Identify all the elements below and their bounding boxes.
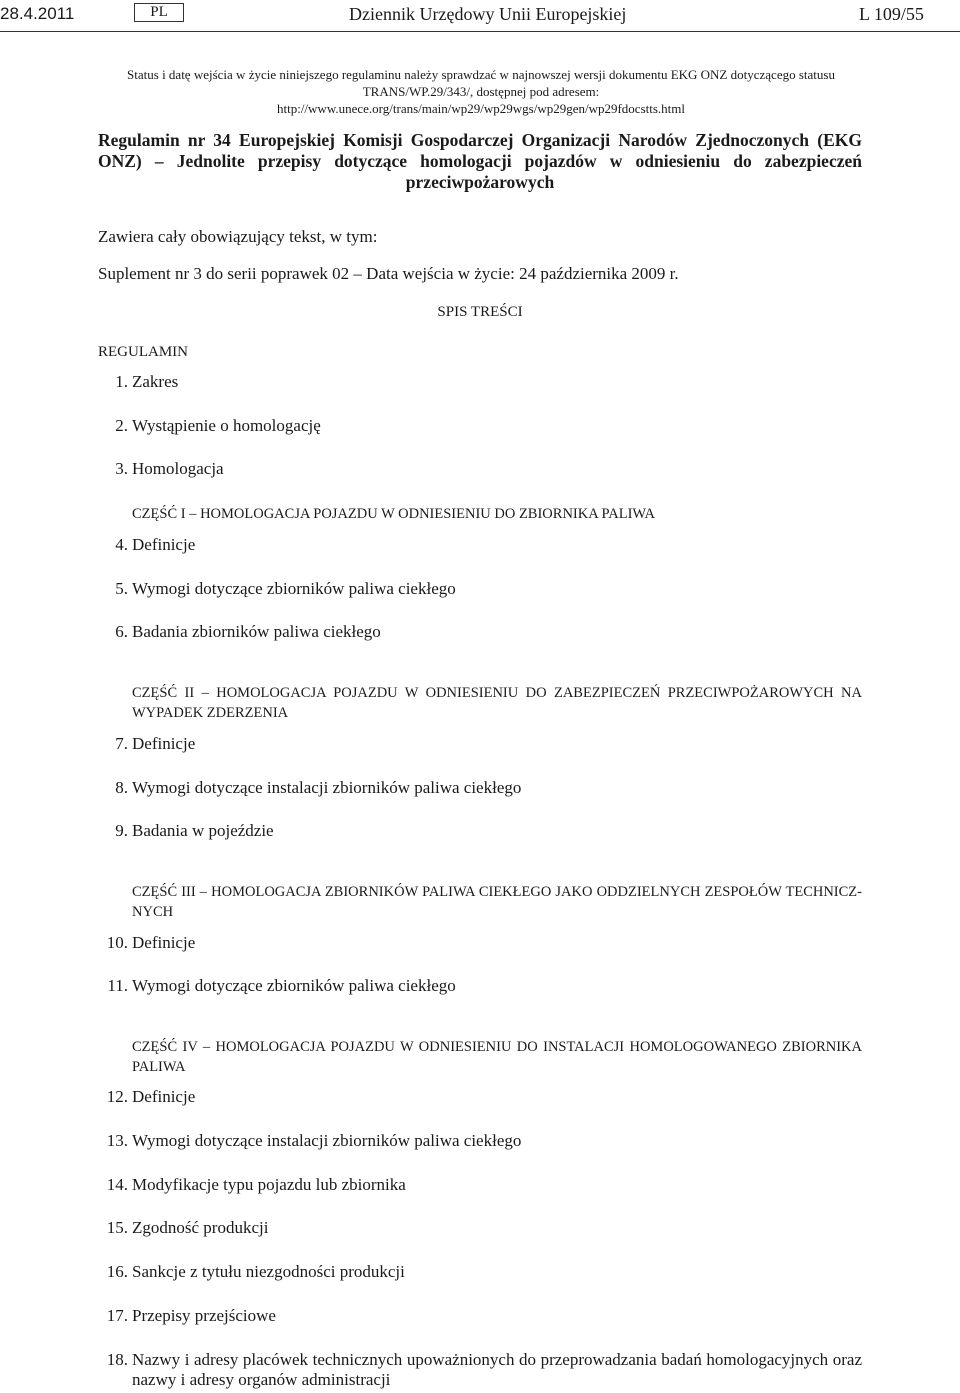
toc-item: Wymogi dotyczące instalacji zbiorników paliwa ciekłego	[132, 1131, 522, 1150]
footnote-line-2: TRANS/WP.29/343/, dostępnej pod adresem:	[362, 84, 600, 99]
toc-item: Nazwy i adresy placówek technicznych upoważnionych do przeprowadzania badań homologacyjnych oraz nazwy i adresy organów administracji	[132, 1350, 862, 1389]
contains-text: Zawiera cały obowiązujący tekst, w tym:	[98, 227, 378, 246]
toc-item: Definicje	[132, 933, 196, 952]
toc-item: Wymogi dotyczące zbiorników paliwa ciekłego	[132, 976, 456, 995]
toc-number: 1.	[115, 372, 128, 391]
toc-part-heading: CZĘŚĆ I – HOMOLOGACJA POJAZDU W ODNIESIENIU DO ZBIORNIKA PALIWA	[132, 506, 655, 522]
toc-number: 8.	[115, 778, 128, 797]
toc-item: Definicje	[132, 535, 196, 554]
supplement-text: Suplement nr 3 do serii poprawek 02 – Data wejścia w życie: 24 października 2009 r.	[98, 264, 679, 283]
language-badge: PL	[134, 3, 184, 22]
toc-part-heading: CZĘŚĆ II – HOMOLOGACJA POJAZDU W ODNIESIENIU DO ZABEZPIECZEŃ PRZECIWPOŻAROWYCH NA WYPADEK ZDERZENIA	[132, 685, 862, 721]
toc-heading: SPIS TREŚCI	[437, 304, 523, 320]
toc-number: 9.	[115, 821, 128, 840]
document-title: Regulamin nr 34 Europejskiej Komisji Gospodarczej Organizacji Narodów Zjednoczonych (EKG ONZ) – Jednolite przepisy dotyczące homologacji pojazdów w odniesieniu do zabezpieczeń przeciwpożarowych	[98, 130, 862, 192]
footnote-url[interactable]: http://www.unece.org/trans/main/wp29/wp29wgs/wp29gen/wp29fdocstts.html	[276, 101, 685, 116]
toc-number: 10.	[106, 933, 128, 952]
regulamin-label: REGULAMIN	[98, 344, 188, 360]
toc-item: Wymogi dotyczące instalacji zbiorników paliwa ciekłego	[132, 778, 522, 797]
journal-title: Dziennik Urzędowy Unii Europejskiej	[349, 4, 627, 24]
toc-number: 4.	[115, 535, 128, 554]
toc-item: Przepisy przejściowe	[132, 1306, 276, 1325]
toc-number: 6.	[115, 622, 128, 641]
toc-number: 15.	[106, 1218, 128, 1237]
status-footnote	[100, 66, 862, 117]
page-number: L 109/55	[859, 4, 924, 24]
toc-number: 13.	[106, 1131, 128, 1150]
toc-part-heading: CZĘŚĆ IV – HOMOLOGACJA POJAZDU W ODNIESIENIU DO INSTALACJI HOMOLOGOWANEGO ZBIORNIKA PALIWA	[132, 1039, 862, 1075]
toc-number: 11.	[107, 976, 128, 995]
toc-number: 17.	[106, 1306, 128, 1325]
toc-part-heading: CZĘŚĆ III – HOMOLOGACJA ZBIORNIKÓW PALIWA CIEKŁEGO JAKO ODDZIELNYCH ZESPOŁÓW TECHNICZ-NYCH	[132, 884, 862, 920]
publication-date: 28.4.2011	[0, 4, 75, 23]
toc-item: Zgodność produkcji	[132, 1218, 269, 1237]
toc-item: Definicje	[132, 734, 196, 753]
toc-number: 16.	[106, 1262, 128, 1281]
toc-number: 18.	[106, 1350, 128, 1369]
toc-item: Badania w pojeździe	[132, 821, 274, 840]
toc-number: 12.	[106, 1087, 128, 1106]
toc-number: 14.	[106, 1175, 128, 1194]
header-divider	[0, 31, 960, 32]
toc-item: Wystąpienie o homologację	[132, 416, 321, 435]
footnote-line-1: Status i datę wejścia w życie niniejszego regulaminu należy sprawdzać w najnowszej wersji dokumentu EKG ONZ dotyczącego statusu	[127, 67, 835, 82]
toc-number: 2.	[115, 416, 128, 435]
toc-item: Badania zbiorników paliwa ciekłego	[132, 622, 381, 641]
toc-number: 5.	[115, 579, 128, 598]
toc-item: Wymogi dotyczące zbiorników paliwa ciekłego	[132, 579, 456, 598]
toc-item: Homologacja	[132, 459, 224, 478]
toc-item: Modyfikacje typu pojazdu lub zbiornika	[132, 1175, 406, 1194]
toc-number: 3.	[115, 459, 128, 478]
toc-item: Sankcje z tytułu niezgodności produkcji	[132, 1262, 405, 1281]
toc-item: Zakres	[132, 372, 179, 391]
toc-item: Definicje	[132, 1087, 196, 1106]
toc-number: 7.	[115, 734, 128, 753]
